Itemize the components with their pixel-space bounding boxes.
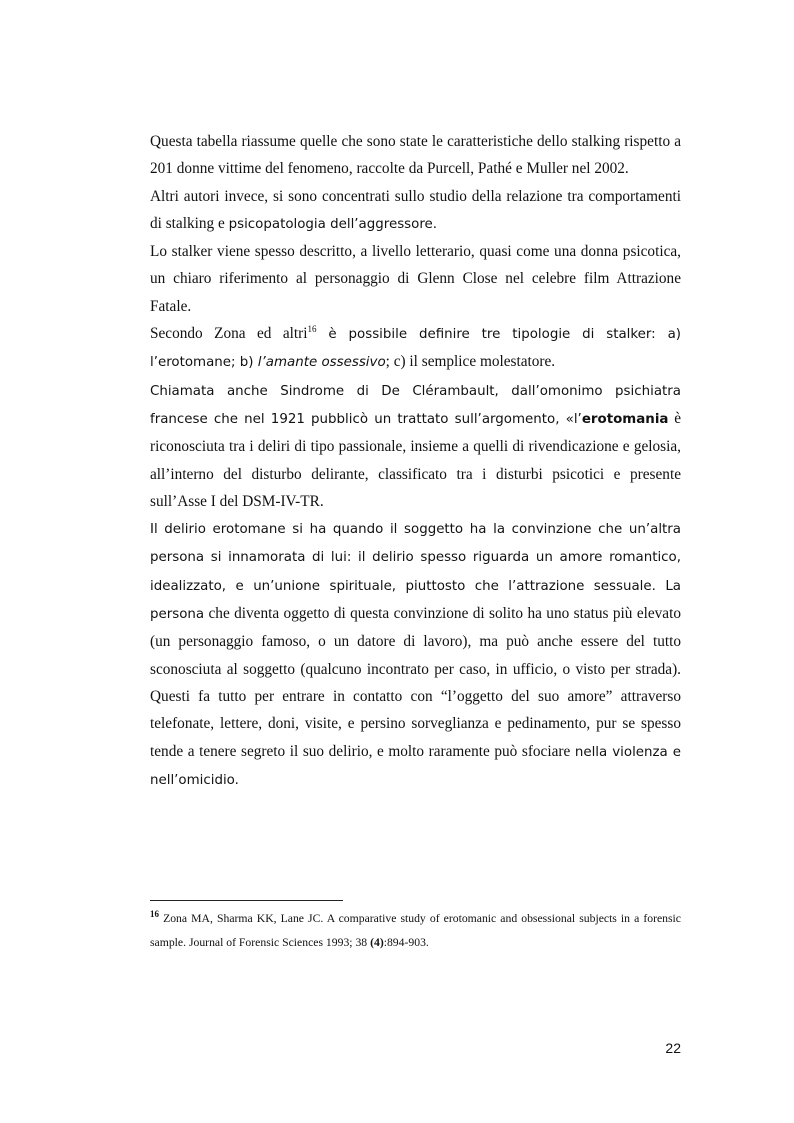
paragraph-5: Chiamata anche Sindrome di De Clérambault, dall’omonimo psichiatra francese che nel 1921 pubblicò un trattato sull’argomento, «l’erotomania è riconosciuta tra i deliri di tipo passionale, insieme a quelli di rivendicazione e gelosia, all’interno del disturbo delirante, classificato tra i disturbi psicotici e presente sull’Asse I del DSM-IV-TR. bbox=[150, 383, 681, 510]
paragraph-1: Questa tabella riassume quelle che sono state le caratteristiche dello stalking rispetto a 201 donne vittime del fenomeno, raccolte da Purcell, Pathé e Muller nel 2002. bbox=[150, 133, 681, 178]
footnote-number: 16 bbox=[150, 909, 159, 920]
paragraph-2: Altri autori invece, si sono concentrati sullo studio della relazione tra comportamenti di stalking e psicopatologia dell’aggressore. bbox=[150, 187, 681, 232]
footnote: $^{16}$ Zona MA, Sharma KK, Lane JC. A comparative study of erotomanic and obsessional subjects in a forensic sample. Journal of Forensic Sciences 1993; 38 (4):894-903. bbox=[150, 909, 681, 949]
footnote-separator bbox=[150, 900, 343, 901]
paragraph-4: Secondo Zona ed altri$^{16}$ è possibile definire tre tipologie di stalker: a) l’erotomane; b) l’amante ossessivo; c) il semplice molestatore. bbox=[150, 323, 682, 371]
page-number: 22 bbox=[665, 1040, 681, 1056]
footnote-reference[interactable]: 16 bbox=[307, 323, 317, 334]
paragraph-6: Il delirio erotomane si ha quando il soggetto ha la convinzione che un’altra persona si innamorata di lui: il delirio spesso riguarda un amore romantico, idealizzato, e un’unione spirituale, piuttosto che l’attrazione sessuale. La persona che diventa oggetto di questa convinzione di solito ha uno status più elevato (un personaggio famoso, o un datore di lavoro), ma può anche essere del tutto sconosciuta al soggetto (qualcuno incontrato per caso, in ufficio, o visto per strada). Questi fa tutto per entrare in contatto con “l’oggetto del suo amore” attraverso telefonate, lettere, doni, visite, e persino sorveglianza e pedinamento, pur se spesso tende a tenere segreto il suo delirio, e molto raramente può sfociare nella violenza e nell’omicidio. bbox=[150, 522, 682, 788]
paragraph-3: Lo stalker viene spesso descritto, a livello letterario, quasi come una donna psicotica, un chiaro riferimento al personaggio di Glenn Close nel celebre film Attrazione Fatale. bbox=[150, 243, 681, 315]
body-text bbox=[150, 128, 681, 794]
